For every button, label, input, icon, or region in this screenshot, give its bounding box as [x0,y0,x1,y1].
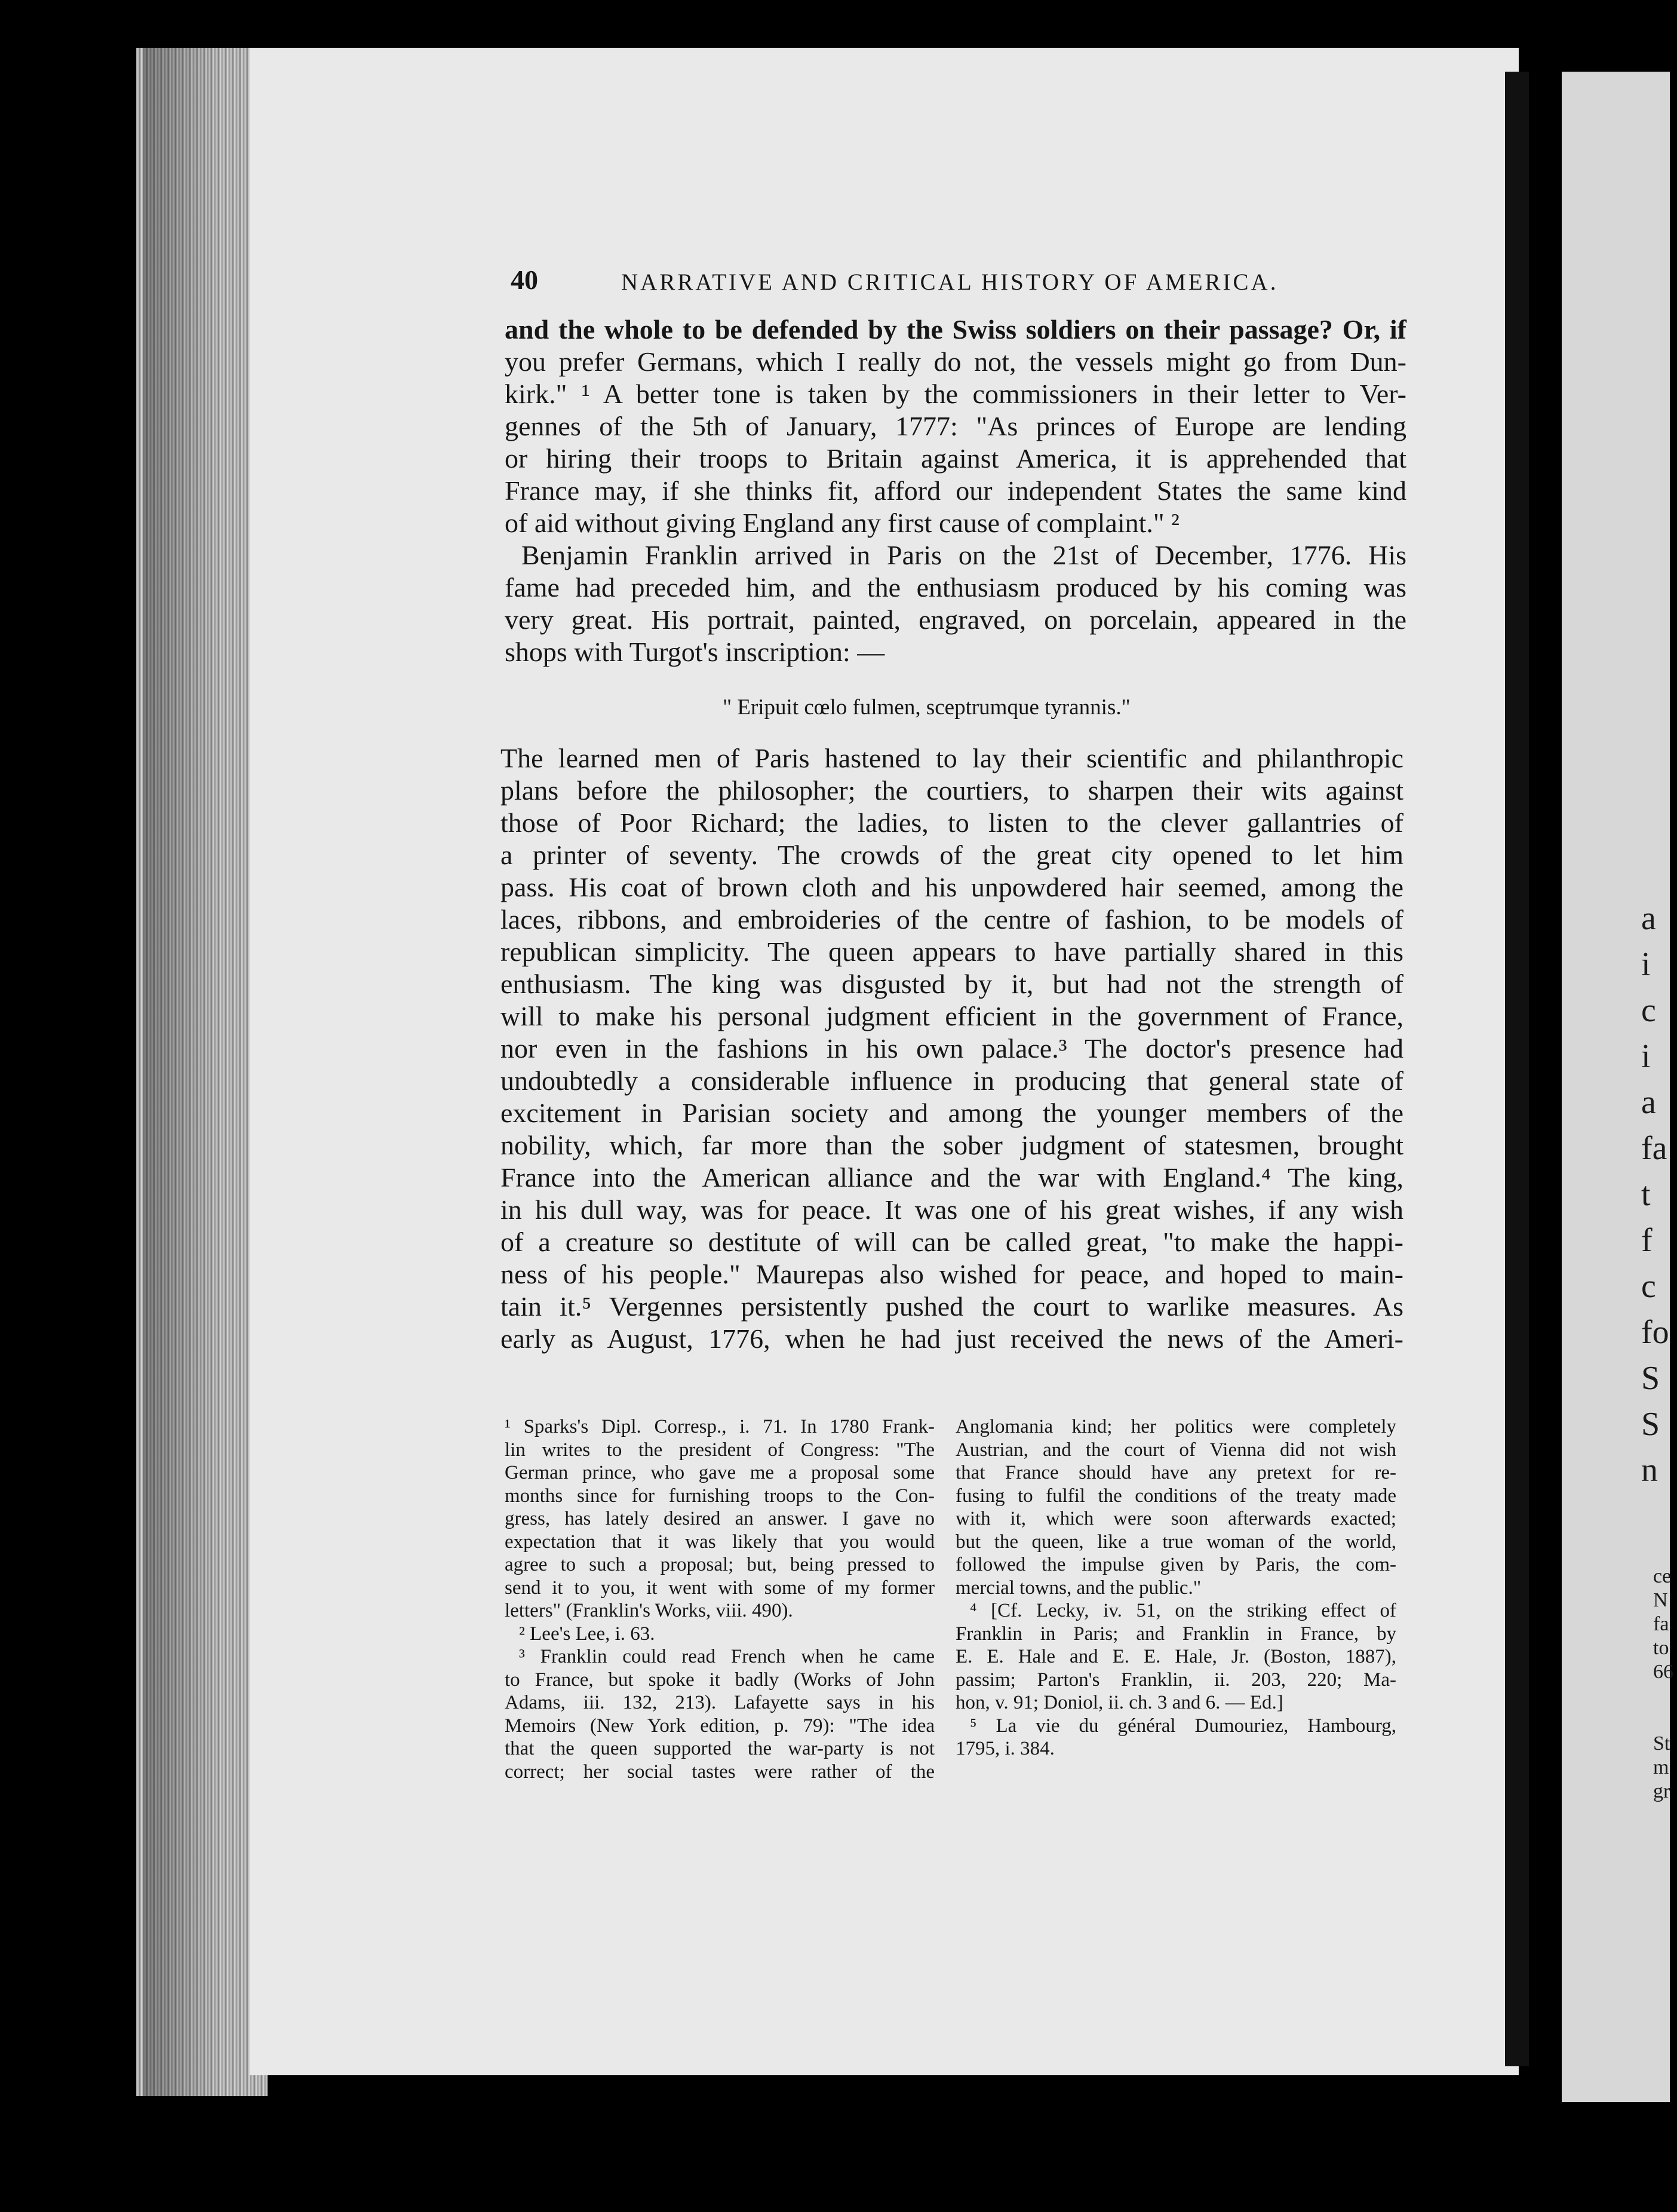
footnote-line: Memoirs (New York edition, p. 79): "The idea [505,1715,935,1737]
footnote-line: 1795, i. 384. [956,1738,1055,1759]
facing-fragment: f [1641,1222,1653,1259]
footnote-line: passim; Parton's Franklin, ii. 203, 220; Ma- [956,1669,1396,1691]
body-line: of aid without giving England any first cause of complaint." ² [505,508,1180,538]
page-header [511,264,1311,300]
facing-fragment: a [1641,1084,1656,1121]
facing-fragment: N [1653,1589,1668,1611]
footnote-line: expectation that it was likely that you would [505,1531,935,1553]
footnote-line: agree to such a proposal; but, being pressed to [505,1554,935,1575]
facing-fragment: n [1641,1452,1658,1489]
facing-fragment: gr [1653,1780,1670,1802]
body-line: Benjamin Franklin arrived in Paris on the 21st of December, 1776. His [521,540,1406,570]
body-line: enthusiasm. The king was disgusted by it, but had not the strength of [500,969,1403,999]
footnote-line: that the queen supported the war-party is not [505,1738,935,1759]
footnote-line: Adams, iii. 132, 213). Lafayette says in his [505,1692,935,1713]
page-number: 40 [511,265,538,295]
facing-fragment [1653,1684,1677,1708]
body-line: plans before the philosopher; the courtiers, to sharpen their wits against [500,775,1403,806]
book-edge-shadow [143,48,221,2096]
footnote-line: with it, which were soon afterwards exacted; [956,1508,1396,1529]
body-text-block-2 [500,742,1403,1355]
facing-fragment: ce [1653,1565,1672,1587]
facing-fragment: c [1641,992,1656,1029]
facing-fragment: S [1641,1360,1660,1397]
body-line: undoubtedly a considerable influence in producing that general state of [500,1065,1403,1096]
body-line: of a creature so destitute of will can be called great, "to make the happi- [500,1227,1403,1257]
body-line: pass. His coat of brown cloth and his unpowdered hair seemed, among the [500,872,1403,902]
footnote-line: hon, v. 91; Doniol, ii. ch. 3 and 6. — Ed.] [956,1692,1283,1713]
body-line: those of Poor Richard; the ladies, to listen to the clever gallantries of [500,807,1403,838]
footnote-line: ⁴ [Cf. Lecky, iv. 51, on the striking effect of [970,1600,1396,1621]
body-line: laces, ribbons, and embroideries of the centre of fashion, to be models of [500,904,1403,935]
body-line: nor even in the fashions in his own palace.³ The doctor's presence had [500,1033,1403,1064]
gutter-shadow [1505,72,1529,2066]
body-line: fame had preceded him, and the enthusiasm produced by his coming was [505,572,1406,603]
facing-fragment: fa [1641,1130,1667,1167]
footnote-line: gress, has lately desired an answer. I gave no [505,1508,935,1529]
facing-fragment: St [1653,1732,1670,1755]
body-line: in his dull way, was for peace. It was one of his great wishes, if any wish [500,1194,1403,1225]
body-line: a printer of seventy. The crowds of the great city opened to let him [500,840,1403,870]
footnote-line: months since for furnishing troops to the Con- [505,1485,935,1507]
body-line: kirk." ¹ A better tone is taken by the commissioners in their letter to Ver- [505,379,1406,409]
body-line: and the whole to be defended by the Swiss soldiers on their passage? Or, if [505,314,1406,345]
footnote-line: fusing to fulfil the conditions of the treaty made [956,1485,1396,1507]
footnote-line: mercial towns, and the public." [956,1577,1202,1599]
body-line: The learned men of Paris hastened to lay their scientific and philanthropic [500,743,1403,773]
facing-fragment: i [1641,1038,1651,1075]
footnote-line: send it to you, it went with some of my former [505,1577,935,1599]
body-line: excitement in Parisian society and among the younger members of the [500,1098,1403,1128]
footnote-line: letters" (Franklin's Works, viii. 490). [505,1600,793,1621]
body-line: shops with Turgot's inscription: — [505,637,885,667]
footnote-line: ⁵ La vie du général Dumouriez, Hambourg, [970,1715,1396,1737]
body-line: early as August, 1776, when he had just received the news of the Ameri- [500,1323,1403,1354]
facing-fragment: i [1641,946,1651,983]
facing-fragment: fo [1641,1314,1669,1351]
footnote-line: correct; her social tastes were rather of the [505,1761,935,1783]
footnote-line: Franklin in Paris; and Franklin in France, by [956,1623,1396,1645]
latin-quotation: " Eripuit cœlo fulmen, sceptrumque tyrannis." [723,695,1131,720]
body-line: France into the American alliance and the war with England.⁴ The king, [500,1162,1403,1193]
body-line: you prefer Germans, which I really do not, the vessels might go from Dun- [505,346,1406,377]
footnote-line: lin writes to the president of Congress: "The [505,1439,935,1461]
body-line: or hiring their troops to Britain against America, it is apprehended that [505,443,1406,474]
facing-fragment: c [1641,1268,1656,1305]
footnote-line: German prince, who gave me a proposal some [505,1462,935,1483]
footnote-line: Austrian, and the court of Vienna did not wish [956,1439,1396,1461]
body-line: tain it.⁵ Vergennes persistently pushed the court to warlike measures. As [500,1291,1403,1322]
footnote-line: but the queen, like a true woman of the world, [956,1531,1396,1553]
footnote-line: followed the impulse given by Paris, the com- [956,1554,1396,1575]
footnote-line: that France should have any pretext for re- [956,1462,1396,1483]
facing-fragment: t [1641,1176,1651,1213]
footnote-line: ³ Franklin could read French when he came [519,1646,935,1667]
facing-fragment [1653,1708,1677,1732]
footnote-line: to France, but spoke it badly (Works of John [505,1669,935,1691]
facing-fragment: 66 [1653,1661,1673,1683]
running-title: NARRATIVE AND CRITICAL HISTORY OF AMERICA. [621,269,1279,295]
footnote-line: ² Lee's Lee, i. 63. [519,1623,655,1645]
body-line: nobility, which, far more than the sober judgment of statesmen, brought [500,1130,1403,1160]
body-line: France may, if she thinks fit, afford our independent States the same kind [505,475,1406,506]
body-line: gennes of the 5th of January, 1777: "As princes of Europe are lending [505,411,1406,441]
footnotes-left-column [505,1415,935,1783]
facing-page-footnotes [1653,1565,1677,1804]
facing-page-text [1641,896,1670,1494]
body-line: very great. His portrait, painted, engraved, on porcelain, appeared in the [505,604,1406,635]
footnote-line: E. E. Hale and E. E. Hale, Jr. (Boston, 1887), [956,1646,1396,1667]
facing-fragment: m [1653,1756,1669,1778]
footnote-line: ¹ Sparks's Dipl. Corresp., i. 71. In 1780 Frank- [505,1416,935,1437]
body-text-block-1 [505,314,1406,668]
facing-fragment: to [1653,1637,1669,1659]
facing-fragment: fa [1653,1613,1669,1635]
facing-fragment: S [1641,1406,1660,1443]
footnote-line: Anglomania kind; her politics were completely [956,1416,1396,1437]
footnotes-right-column [956,1415,1396,1761]
body-line: republican simplicity. The queen appears to have partially shared in this [500,936,1403,967]
body-line: will to make his personal judgment efficient in the government of France, [500,1001,1403,1031]
facing-fragment: a [1641,900,1656,937]
body-line: ness of his people." Maurepas also wished for peace, and hoped to main- [500,1259,1403,1289]
